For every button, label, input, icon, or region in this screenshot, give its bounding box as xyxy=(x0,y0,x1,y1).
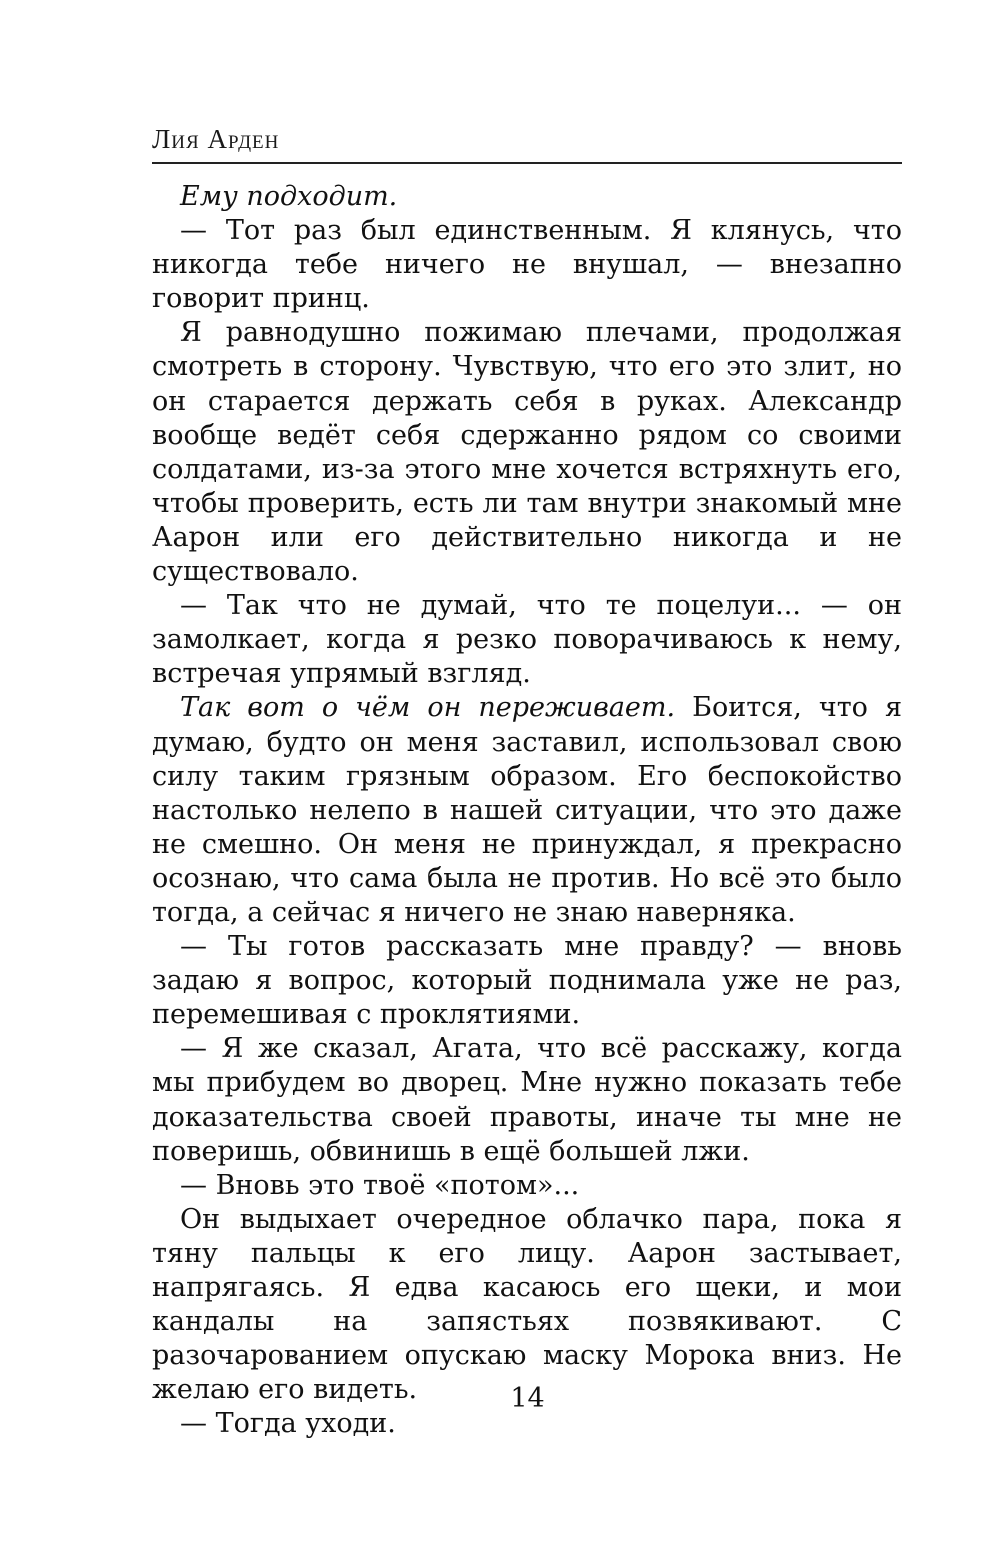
paragraph: Я равнодушно пожимаю плечами, продолжая смотреть в сторону. Чувствую, что его это злит, но он старается держать себя в руках. Александр вообще ведёт себя сдержанно рядом со своими солдатами, из-за этого мне хочется встряхнуть его, чтобы проверить, есть ли там внутри знакомый мне Аарон или его действительно никогда и не существовало. xyxy=(152,317,902,588)
body-text xyxy=(152,180,902,1441)
italic-thought: Ему подходит. xyxy=(180,181,398,212)
paragraph: — Вновь это твоё «потом»... xyxy=(180,1169,580,1201)
paragraph: — Так что не думай, что те поцелуи... — он замолкает, когда я резко поворачиваюсь к нему, встречая упрямый взгляд. xyxy=(152,590,902,690)
paragraph: — Тот раз был единственным. Я клянусь, что никогда тебе ничего не внушал, — внезапно говорит принц. xyxy=(152,215,902,315)
paragraph: — Я же сказал, Агата, что всё расскажу, когда мы прибудем во дворец. Мне нужно показать тебе доказательства своей правоты, иначе ты мне не поверишь, обвинишь в ещё большей лжи. xyxy=(152,1033,902,1167)
paragraph xyxy=(152,180,902,214)
paragraph: — Тогда уходи. xyxy=(180,1408,396,1440)
header-rule xyxy=(152,162,902,164)
running-head-author: Лия Арден xyxy=(152,124,280,154)
paragraph: — Ты готов рассказать мне правду? — вновь задаю я вопрос, который поднимала уже не раз, перемешивая с проклятиями. xyxy=(152,931,902,1031)
paragraph xyxy=(152,691,902,930)
page-number: 14 xyxy=(510,1383,545,1414)
italic-thought: Так вот о чём он переживает. xyxy=(180,692,676,724)
paragraph: Он выдыхает очередное облачко пара, пока я тяну пальцы к его лицу. Аарон застывает, напрягаясь. Я едва касаюсь его щеки, и мои кандалы на запястьях позвякивают. С разочарованием опускаю маску Морока вниз. Не желаю его видеть. xyxy=(152,1203,902,1406)
paragraph-text: Боится, что я думаю, будто он меня заставил, использовал свою силу таким грязным образом. Его беспокойство настолько нелепо в нашей ситуации, что это даже не смешно. Он меня не принуждал, я прекрасно осознаю, что сама была не против. Но всё это было тогда, а сейчас я ничего не знаю наверняка. xyxy=(152,692,902,928)
